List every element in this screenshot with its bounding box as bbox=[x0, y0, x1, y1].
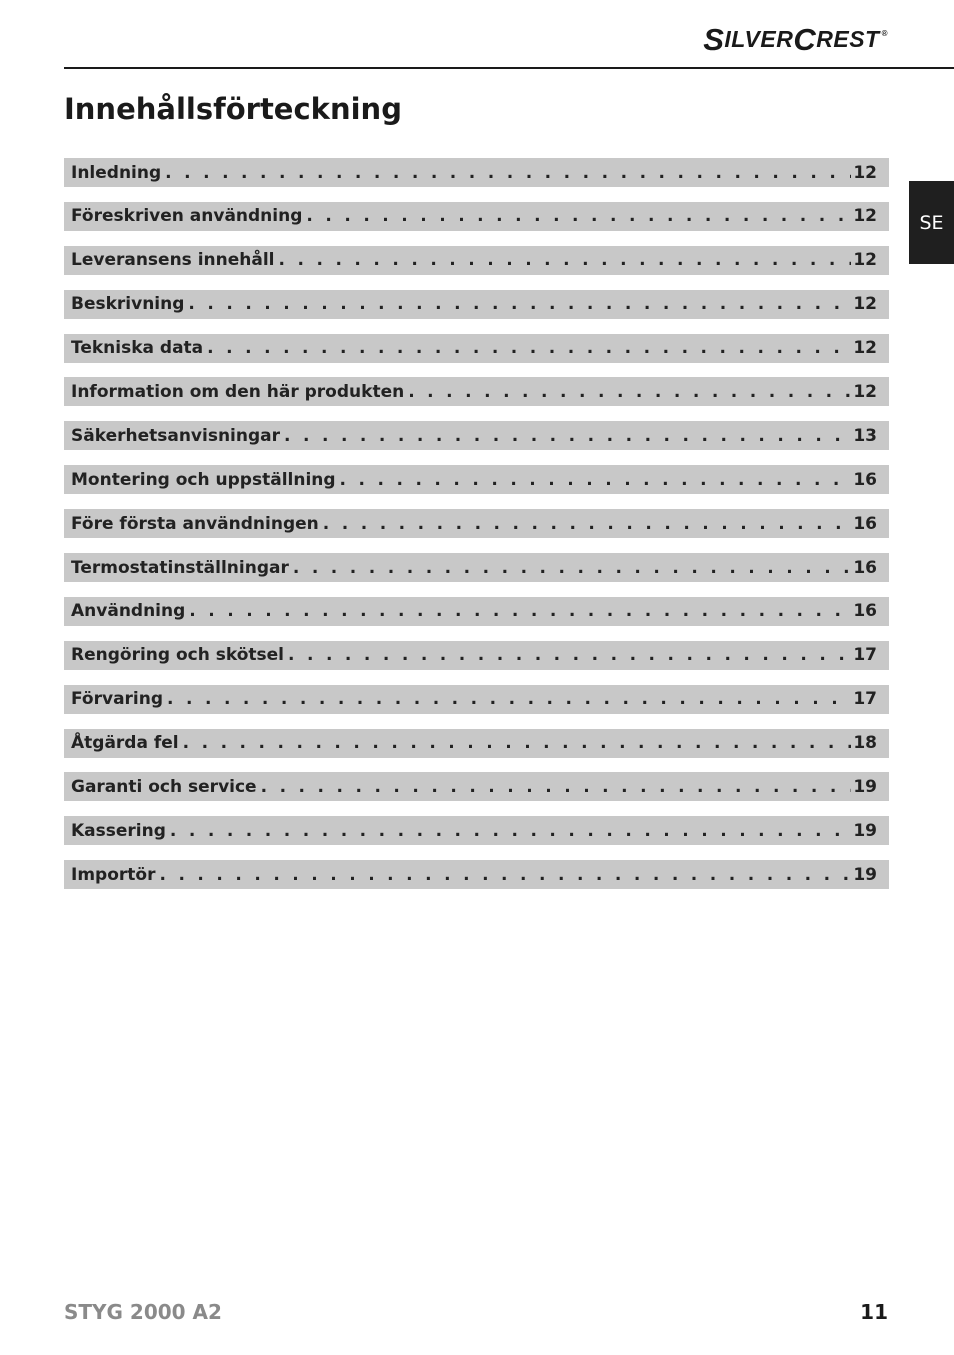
toc-leader-dots bbox=[261, 777, 852, 797]
brand-word-rest: REST bbox=[816, 26, 880, 52]
toc-page-number: 16 bbox=[853, 557, 877, 578]
toc-entry-beskrivning[interactable] bbox=[64, 290, 889, 319]
toc-label: Beskrivning bbox=[71, 294, 185, 315]
toc-leader-dots bbox=[183, 733, 852, 753]
toc-entry-montering[interactable] bbox=[64, 465, 889, 494]
toc-label: Föreskriven användning bbox=[71, 206, 303, 227]
toc-label: Säkerhetsanvisningar bbox=[71, 425, 281, 446]
toc-page-number: 19 bbox=[853, 820, 877, 841]
toc-label: Termostatinställningar bbox=[71, 557, 289, 578]
language-tab: SE bbox=[909, 181, 954, 264]
toc-page-number: 19 bbox=[853, 776, 877, 797]
toc-page-number: 13 bbox=[853, 425, 877, 446]
toc-entry-anvandning[interactable] bbox=[64, 597, 889, 626]
toc-page-number: 12 bbox=[853, 294, 877, 315]
toc-label: Leveransens innehåll bbox=[71, 250, 275, 271]
toc-page-number: 12 bbox=[853, 250, 877, 271]
toc-page-number: 16 bbox=[853, 469, 877, 490]
table-of-contents bbox=[64, 158, 889, 904]
toc-page-number: 12 bbox=[853, 162, 877, 183]
toc-page-number: 16 bbox=[853, 513, 877, 534]
toc-label: Importör bbox=[71, 864, 156, 885]
toc-label: Förvaring bbox=[71, 689, 164, 710]
toc-page-number: 12 bbox=[853, 381, 877, 402]
toc-leader-dots bbox=[288, 645, 851, 665]
toc-leader-dots bbox=[207, 338, 851, 358]
toc-leader-dots bbox=[165, 163, 851, 183]
toc-label: Rengöring och skötsel bbox=[71, 645, 284, 666]
toc-leader-dots bbox=[188, 294, 851, 314]
page-title: Innehållsförteckning bbox=[64, 92, 402, 126]
footer-page-number: 11 bbox=[860, 1300, 888, 1324]
toc-leader-dots bbox=[189, 601, 851, 621]
toc-page-number: 16 bbox=[853, 601, 877, 622]
toc-entry-sakerhetsanvisningar[interactable] bbox=[64, 421, 889, 450]
brand-letter-s: S bbox=[703, 22, 725, 57]
toc-entry-kassering[interactable] bbox=[64, 816, 889, 845]
toc-label: Åtgärda fel bbox=[71, 733, 179, 754]
footer-model-number: STYG 2000 A2 bbox=[64, 1300, 222, 1324]
toc-leader-dots bbox=[284, 426, 851, 446]
toc-leader-dots bbox=[408, 382, 851, 402]
toc-entry-foreskriven-anvandning[interactable] bbox=[64, 202, 889, 231]
toc-entry-rengoring[interactable] bbox=[64, 641, 889, 670]
toc-entry-importor[interactable] bbox=[64, 860, 889, 889]
toc-entry-garanti[interactable] bbox=[64, 772, 889, 801]
brand-word-ilver: ILVER bbox=[724, 26, 794, 52]
toc-page-number: 17 bbox=[853, 645, 877, 666]
toc-leader-dots bbox=[159, 865, 851, 885]
toc-entry-forvaring[interactable] bbox=[64, 685, 889, 714]
toc-page-number: 18 bbox=[853, 733, 877, 754]
toc-label: Användning bbox=[71, 601, 186, 622]
toc-entry-atgarda-fel[interactable] bbox=[64, 729, 889, 758]
toc-page-number: 17 bbox=[853, 689, 877, 710]
toc-leader-dots bbox=[167, 689, 851, 709]
toc-label: Kassering bbox=[71, 820, 166, 841]
toc-page-number: 12 bbox=[853, 338, 877, 359]
toc-leader-dots bbox=[323, 514, 852, 534]
toc-page-number: 19 bbox=[853, 864, 877, 885]
toc-entry-information[interactable] bbox=[64, 377, 889, 406]
toc-leader-dots bbox=[170, 821, 851, 841]
toc-entry-termostatinstallningar[interactable] bbox=[64, 553, 889, 582]
toc-leader-dots bbox=[293, 558, 851, 578]
registered-mark: ® bbox=[881, 29, 888, 38]
toc-label: Information om den här produkten bbox=[71, 381, 405, 402]
toc-label: Inledning bbox=[71, 162, 162, 183]
toc-label: Tekniska data bbox=[71, 338, 204, 359]
brand-letter-c: C bbox=[793, 22, 817, 57]
brand-logo bbox=[703, 24, 888, 55]
header-rule bbox=[64, 67, 954, 69]
toc-leader-dots bbox=[279, 250, 852, 270]
toc-entry-tekniska-data[interactable] bbox=[64, 334, 889, 363]
toc-entry-leveransens-innehall[interactable] bbox=[64, 246, 889, 275]
toc-label: Garanti och service bbox=[71, 776, 257, 797]
toc-label: Montering och uppställning bbox=[71, 469, 336, 490]
toc-leader-dots bbox=[340, 470, 852, 490]
toc-entry-inledning[interactable] bbox=[64, 158, 889, 187]
toc-leader-dots bbox=[306, 206, 851, 226]
toc-label: Före första användningen bbox=[71, 513, 319, 534]
toc-entry-fore-forsta-anvandningen[interactable] bbox=[64, 509, 889, 538]
toc-page-number: 12 bbox=[853, 206, 877, 227]
